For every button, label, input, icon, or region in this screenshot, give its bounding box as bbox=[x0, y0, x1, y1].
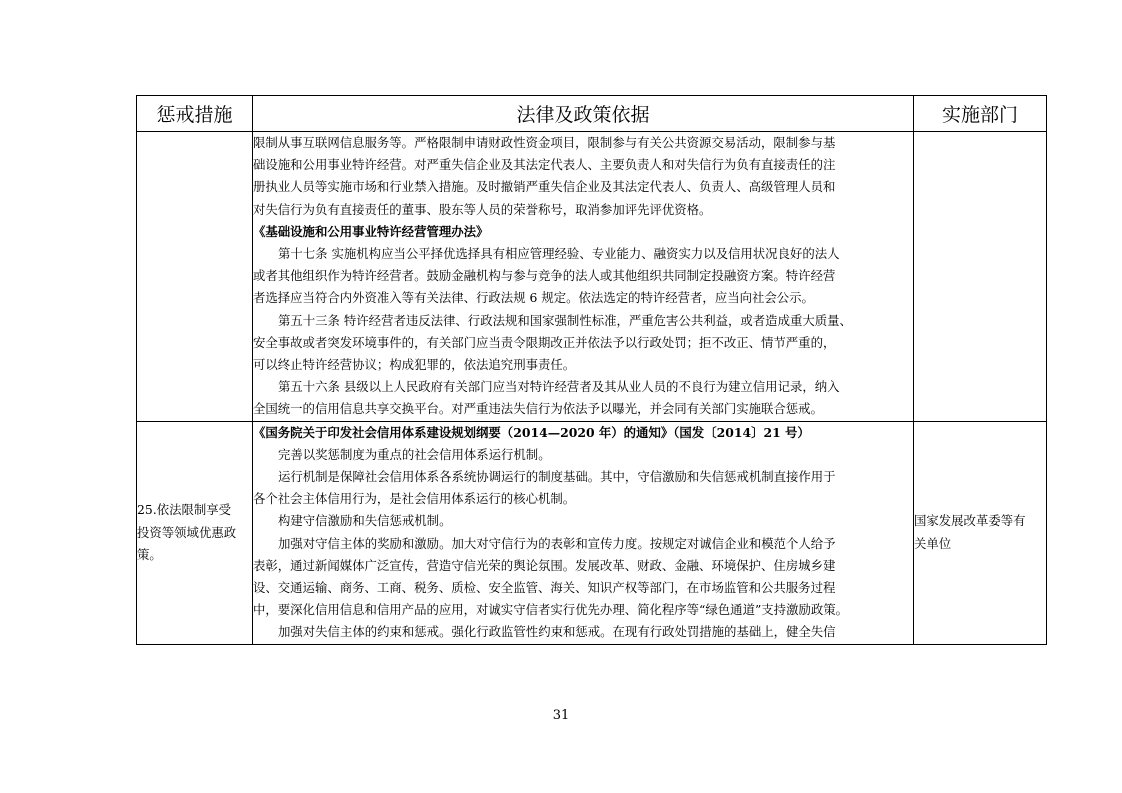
policy-table bbox=[136, 95, 1047, 645]
measure-cell bbox=[137, 132, 253, 422]
text-line: 各个社会主体信用行为，是社会信用体系运行的核心机制。 bbox=[253, 491, 576, 507]
law-title: 《基础设施和公用事业特许经营管理办法》 bbox=[253, 223, 489, 239]
measure-line: 25.依法限制享受 bbox=[137, 502, 232, 518]
dept-line: 国家发展改革委等有 bbox=[914, 513, 1026, 529]
text-line: 础设施和公用事业特许经营。对严重失信企业及其法定代表人、主要负责人和对失信行为负有直接责任的注 bbox=[253, 157, 836, 173]
basis-cell bbox=[253, 421, 914, 644]
table-row bbox=[137, 132, 1047, 422]
text-line: 限制从事互联网信息服务等。严格限制申请财政性资金项目，限制参与有关公共资源交易活动，限制参与基 bbox=[253, 135, 836, 150]
text-line: 或者其他组织作为特许经营者。鼓励金融机构与参与竞争的法人或其他组织共同制定投融资方案。特许经营 bbox=[253, 268, 836, 284]
header-basis: 法律及政策依据 bbox=[253, 96, 914, 132]
law-title: 《国务院关于印发社会信用体系建设规划纲要（2014—2020 年）的通知》（国发〔2014〕21 号） bbox=[253, 424, 810, 440]
text-line: 中，要深化信用信息和信用产品的应用，对诚实守信者实行优先办理、简化程序等“绿色通道”支持激励政策。 bbox=[253, 602, 849, 618]
basis-cell bbox=[253, 132, 914, 422]
text-line: 可以终止特许经营协议；构成犯罪的，依法追究刑事责任。 bbox=[253, 357, 576, 373]
text-line: 安全事故或者突发环境事件的，有关部门应当责令限期改正并依法予以行政处罚；拒不改正、情节严重的， bbox=[253, 334, 836, 350]
table-row bbox=[137, 421, 1047, 644]
text-line: 完善以奖惩制度为重点的社会信用体系运行机制。 bbox=[278, 446, 551, 462]
text-line: 加强对失信主体的约束和惩戒。强化行政监管性约束和惩戒。在现有行政处罚措施的基础上，健全失信 bbox=[278, 624, 836, 640]
dept-line: 关单位 bbox=[914, 535, 952, 551]
text-line: 运行机制是保障社会信用体系各系统协调运行的制度基础。其中，守信激励和失信惩戒机制直接作用于 bbox=[278, 469, 836, 485]
text-line: 册执业人员等实施市场和行业禁入措施。及时撤销严重失信企业及其法定代表人、负责人、高级管理人员和 bbox=[253, 179, 836, 195]
text-line: 第十七条 实施机构应当公平择优选择具有相应管理经验、专业能力、融资实力以及信用状况良好的法人 bbox=[278, 246, 840, 262]
text-line: 构建守信激励和失信惩戒机制。 bbox=[278, 513, 452, 529]
text-line: 第五十三条 特许经营者违反法律、行政法规和国家强制性标准，严重危害公共利益，或者造成重大质量、 bbox=[278, 312, 852, 328]
text-line: 者选择应当符合内外资准入等有关法律、行政法规 6 规定。依法选定的特许经营者，应当向社会公示。 bbox=[253, 290, 814, 306]
text-line: 对失信行为负有直接责任的董事、股东等人员的荣誉称号，取消参加评先评优资格。 bbox=[253, 201, 712, 217]
text-line: 表彰，通过新闻媒体广泛宣传，营造守信光荣的舆论氛围。发展改革、财政、金融、环境保护、住房城乡建 bbox=[253, 557, 836, 573]
dept-cell bbox=[914, 132, 1047, 422]
measure-line: 策。 bbox=[137, 546, 162, 562]
text-line: 第五十六条 县级以上人民政府有关部门应当对特许经营者及其从业人员的不良行为建立信用记录，纳入 bbox=[278, 379, 840, 395]
text-line: 加强对守信主体的奖励和激励。加大对守信行为的表彰和宣传力度。按规定对诚信企业和模范个人给予 bbox=[278, 535, 836, 551]
dept-cell bbox=[914, 421, 1047, 644]
text-line: 设、交通运输、商务、工商、税务、质检、安全监管、海关、知识产权等部门，在市场监管和公共服务过程 bbox=[253, 580, 836, 596]
text-line: 全国统一的信用信息共享交换平台。对严重违法失信行为依法予以曝光，并会同有关部门实施联合惩戒。 bbox=[253, 401, 823, 417]
measure-line: 投资等领域优惠政 bbox=[137, 524, 237, 540]
header-measure: 惩戒措施 bbox=[137, 96, 253, 132]
measure-cell bbox=[137, 421, 253, 644]
header-dept: 实施部门 bbox=[914, 96, 1047, 132]
table-header-row bbox=[137, 96, 1047, 132]
page-number: 31 bbox=[552, 708, 570, 723]
